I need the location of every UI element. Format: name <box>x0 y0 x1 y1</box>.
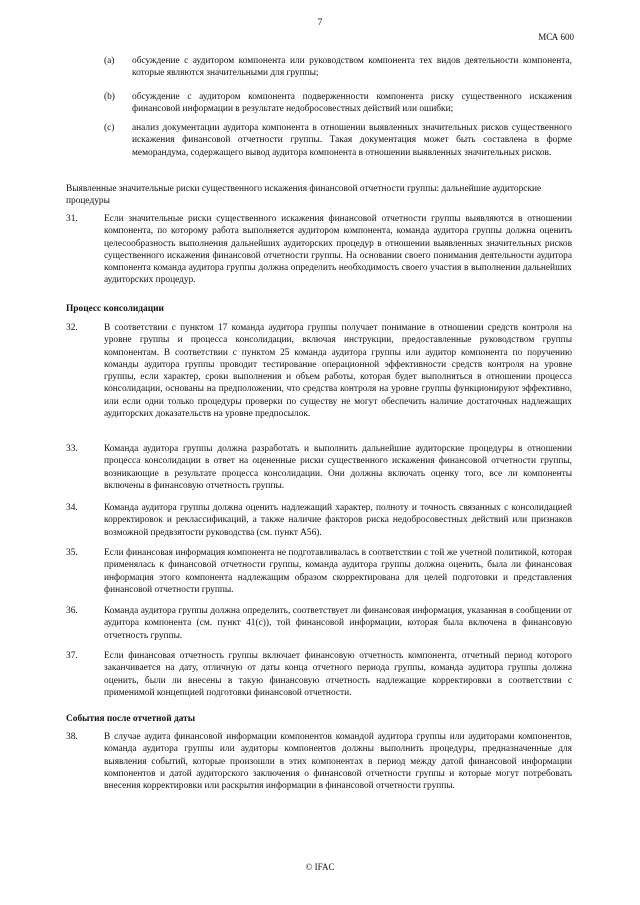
footer-copyright: © IFAC <box>305 862 335 872</box>
paragraph-text: Если финансовая информация компонента не подготавливалась в соответствии с той же учетной политикой, которая применялась к финансовой отчетности группы, команда аудитора группы должна оценить, была ли финансовая информация этого компонента надлежащим образом скорректирована для целей подготовки и представления финансовой отчетности группы. <box>104 548 572 595</box>
document-code: МСА 600 <box>538 32 574 42</box>
section-heading: Процесс консолидации <box>66 304 164 314</box>
paragraph-text: Команда аудитора группы должна разработать и выполнить дальнейшие аудиторские процедуры в отношении процесса консолидации в ответ на оцененные риски существенного искажения финансовой отчетности группы, возникающие в результате процесса консолидации. Они должны включать оценку того, все ли компоненты включены в финансовую отчетность группы. <box>104 444 572 491</box>
list-item <box>104 91 572 116</box>
paragraph-text: Если значительные риски существенного искажения финансовой отчетности группы выявляются в отношении компонента, по которому работа выполняется аудитором компонента, команда аудитора группы должна оценить целесообразность выполнения дальнейших аудиторских процедур в отношении выявленных значительных рисков существенного искажения финансовой отчетности группы. На основании своего понимания деятельности аудитора компонента команда аудитора группы должна определить необходимость своего участия в выполнении дальнейших аудиторских процедур. <box>104 214 572 286</box>
list-item <box>104 55 572 80</box>
paragraph-33 <box>66 443 572 492</box>
paragraph-36 <box>66 605 572 642</box>
list-item-text: обсуждение с аудитором компонента подверженности компонента риску существенного искажения финансовой информации в результате недобросовестных действий или ошибки; <box>132 92 572 115</box>
paragraph-number: 34. <box>66 503 78 513</box>
paragraph-35 <box>66 547 572 596</box>
paragraph-number: 36. <box>66 606 78 616</box>
paragraph-text: Команда аудитора группы должна оценить надлежащий характер, полноту и точность связанных с консолидацией корректировок и реклассификаций, а также наличие факторов риска недобросовестных действий или признаков возможной предвзятости руководства (см. пункт А56). <box>104 503 572 538</box>
list-item-text: анализ документации аудитора компонента в отношении выявленных значительных рисков существенного искажения финансовой отчетности группы. Такая документация может быть составлена в форме меморандума, содержащего вывод аудитора компонента в отношении выявленных значительных рисков. <box>132 123 572 158</box>
paragraph-31 <box>66 213 572 287</box>
paragraph-number: 31. <box>66 214 78 224</box>
paragraph-text: Если финансовая отчетность группы включает финансовую отчетность компонента, отчетный период которого заканчивается на дату, отличную от даты конца отчетного периода группы, команда аудитора группы должна оценить, были ли внесены в такую финансовую отчетность надлежащие корректировки в соответствии с применимой концепцией подготовки финансовой отчетности. <box>104 651 572 698</box>
section-heading: События после отчетной даты <box>66 714 196 724</box>
paragraph-number: 33. <box>66 444 78 454</box>
paragraph-34 <box>66 502 572 539</box>
paragraph-number: 38. <box>66 732 78 742</box>
paragraph-37 <box>66 650 572 699</box>
paragraph-38 <box>66 731 572 792</box>
paragraph-number: 32. <box>66 323 78 333</box>
paragraph-text: Команда аудитора группы должна определить, соответствует ли финансовая информация, указанная в сообщении от аудитора компонента (см. пункт 41(c)), той финансовой информации, которая была включена в финансовую отчетность группы. <box>104 606 572 641</box>
paragraph-number: 35. <box>66 548 78 558</box>
page-number: 7 <box>317 18 323 28</box>
list-marker: (a) <box>104 56 115 66</box>
list-marker: (c) <box>104 123 115 133</box>
list-item <box>104 122 572 159</box>
paragraph-text: В соответствии с пунктом 17 команда аудитора группы получает понимание в отношении средств контроля на уровне группы и процесса консолидации, включая инструкции, предоставленные руководством группы компонентам. В соответствии с пунктом 25 команда аудитора группы или аудитор компонента по поручению команды аудитора группы проводит тестирование операционной эффективности средств контроля на уровне группы, если характер, сроки выполнения и объем работы, которая будет выполняться в отношении процесса консолидации, основаны на предположении, что средства контроля на уровне группы функционируют эффективно, или если одни только процедуры проверки по существу не могут обеспечить наличие достаточных надлежащих аудиторских доказательств на уровне предпосылок. <box>104 323 572 420</box>
list-item-text: обсуждение с аудитором компонента или руководством компонента тех видов деятельности компонента, которые являются значительными для группы; <box>132 56 572 79</box>
paragraph-32 <box>66 322 572 420</box>
section-heading: Выявленные значительные риски существенного искажения финансовой отчетности группы: дальнейшие аудиторские процедуры <box>66 184 542 207</box>
paragraph-text: В случае аудита финансовой информации компонентов командой аудитора группы или аудиторами компонентов, команда аудитора группы или аудиторы компонентов должны выполнить процедуры, предназначенные для выявления событий, которые произошли в этих компонентах в период между датой финансовой информации компонентов и датой аудиторского заключения о финансовой отчетности группы и которые могут потребовать внесения корректировки или раскрытия информации в финансовой отчетности группы. <box>104 732 572 792</box>
paragraph-number: 37. <box>66 651 78 661</box>
list-marker: (b) <box>104 92 115 102</box>
